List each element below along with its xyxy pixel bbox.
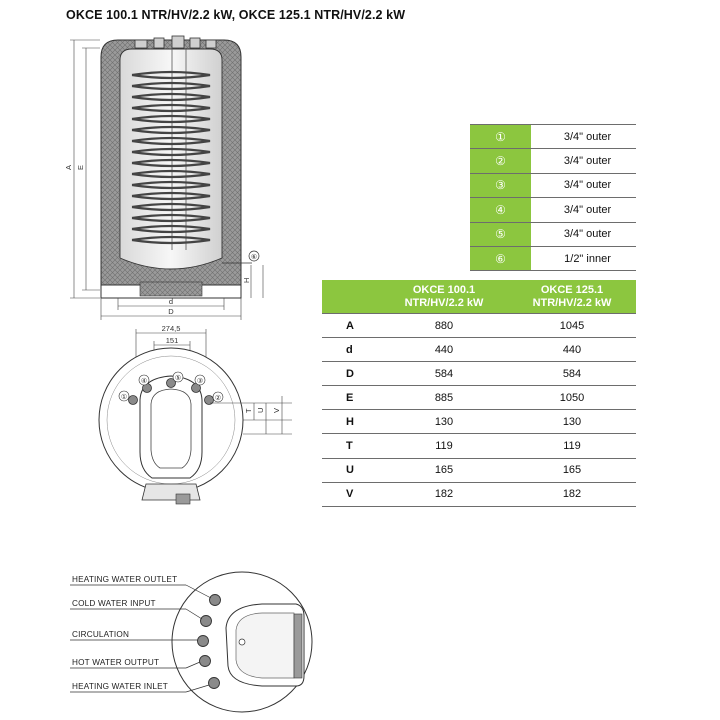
dimension-value-100: 440 xyxy=(380,338,508,362)
dimension-value-125: 165 xyxy=(508,458,636,482)
dimension-value-100: 182 xyxy=(380,482,508,506)
connections-table xyxy=(470,124,636,271)
connection-number: ④ xyxy=(470,198,531,222)
dim-A-label: A xyxy=(64,164,73,170)
dimension-row xyxy=(322,362,636,386)
dimension-value-100: 584 xyxy=(380,362,508,386)
dimension-key: d xyxy=(322,338,380,362)
connection-row xyxy=(470,222,636,246)
dim-274-label: 274,5 xyxy=(161,324,181,333)
dim-U-label: U xyxy=(256,407,265,413)
dimension-row xyxy=(322,314,636,338)
dimension-row xyxy=(322,410,636,434)
dimension-value-125: 130 xyxy=(508,410,636,434)
dimension-row xyxy=(322,434,636,458)
connection-number: ② xyxy=(470,149,531,173)
connection-row xyxy=(470,173,636,197)
dim-H-label: H xyxy=(242,277,251,283)
marker-2: ② xyxy=(214,395,222,402)
dimension-value-125: 119 xyxy=(508,434,636,458)
dimension-row xyxy=(322,458,636,482)
header-okce-125-line2: NTR/HV/2.2 kW xyxy=(532,296,612,309)
page-title: OKCE 100.1 NTR/HV/2.2 kW, OKCE 125.1 NTR/HV/2.2 kW xyxy=(66,8,406,22)
connection-number: ⑥ xyxy=(470,246,531,270)
dimension-value-125: 1045 xyxy=(508,314,636,338)
marker-4: ④ xyxy=(140,378,148,385)
connection-row xyxy=(470,198,636,222)
header-okce-100-line2: NTR/HV/2.2 kW xyxy=(404,296,484,309)
dimension-value-100: 885 xyxy=(380,386,508,410)
dim-T-label: T xyxy=(244,408,253,413)
dimension-key: A xyxy=(322,314,380,338)
label-hot-water-output: HOT WATER OUTPUT xyxy=(72,658,160,667)
dimension-value-100: 119 xyxy=(380,434,508,458)
header-okce-125 xyxy=(508,280,636,314)
marker-3: ③ xyxy=(196,378,204,385)
connection-row xyxy=(470,246,636,270)
dim-E-label: E xyxy=(76,164,85,170)
header-okce-100 xyxy=(380,280,508,314)
header-okce-125-line1: OKCE 125.1 xyxy=(540,283,604,296)
connection-number: ③ xyxy=(470,173,531,197)
marker-1: ① xyxy=(120,394,128,401)
label-heating-water-outlet: HEATING WATER OUTLET xyxy=(72,575,178,584)
connection-number: ① xyxy=(470,125,531,149)
label-cold-water-input: COLD WATER INPUT xyxy=(72,599,156,608)
dimension-key: T xyxy=(322,434,380,458)
header-okce-100-line1: OKCE 100.1 xyxy=(412,283,476,296)
dim-d-label: d xyxy=(168,297,174,306)
dimensions-table xyxy=(322,280,636,507)
dimension-row xyxy=(322,482,636,506)
connection-row xyxy=(470,125,636,149)
dimension-value-125: 1050 xyxy=(508,386,636,410)
dimension-value-100: 165 xyxy=(380,458,508,482)
connection-size: 3/4" outer xyxy=(531,198,636,222)
dimension-value-100: 130 xyxy=(380,410,508,434)
connection-size: 3/4" outer xyxy=(531,222,636,246)
dimension-key: U xyxy=(322,458,380,482)
connection-size: 3/4" outer xyxy=(531,125,636,149)
marker-5: ⑤ xyxy=(174,375,182,382)
dimension-row xyxy=(322,338,636,362)
dimension-key: H xyxy=(322,410,380,434)
connection-size: 3/4" outer xyxy=(531,173,636,197)
connection-size: 3/4" outer xyxy=(531,149,636,173)
label-heating-water-inlet: HEATING WATER INLET xyxy=(72,682,168,691)
marker-6: ⑥ xyxy=(250,254,258,261)
dimension-value-125: 440 xyxy=(508,338,636,362)
dimensions-header-row xyxy=(322,280,636,314)
dimension-key: V xyxy=(322,482,380,506)
connection-row xyxy=(470,149,636,173)
dimension-key: D xyxy=(322,362,380,386)
dim-V-label: V xyxy=(272,407,281,413)
dim-151-label: 151 xyxy=(165,336,179,345)
dim-D-label: D xyxy=(168,307,174,316)
connection-size: 1/2" inner xyxy=(531,246,636,270)
dimension-row xyxy=(322,386,636,410)
dimension-key: E xyxy=(322,386,380,410)
dimension-value-125: 584 xyxy=(508,362,636,386)
dimension-value-125: 182 xyxy=(508,482,636,506)
header-corner xyxy=(322,280,380,314)
label-circulation: CIRCULATION xyxy=(72,630,130,639)
connection-number: ⑤ xyxy=(470,222,531,246)
dimension-value-100: 880 xyxy=(380,314,508,338)
